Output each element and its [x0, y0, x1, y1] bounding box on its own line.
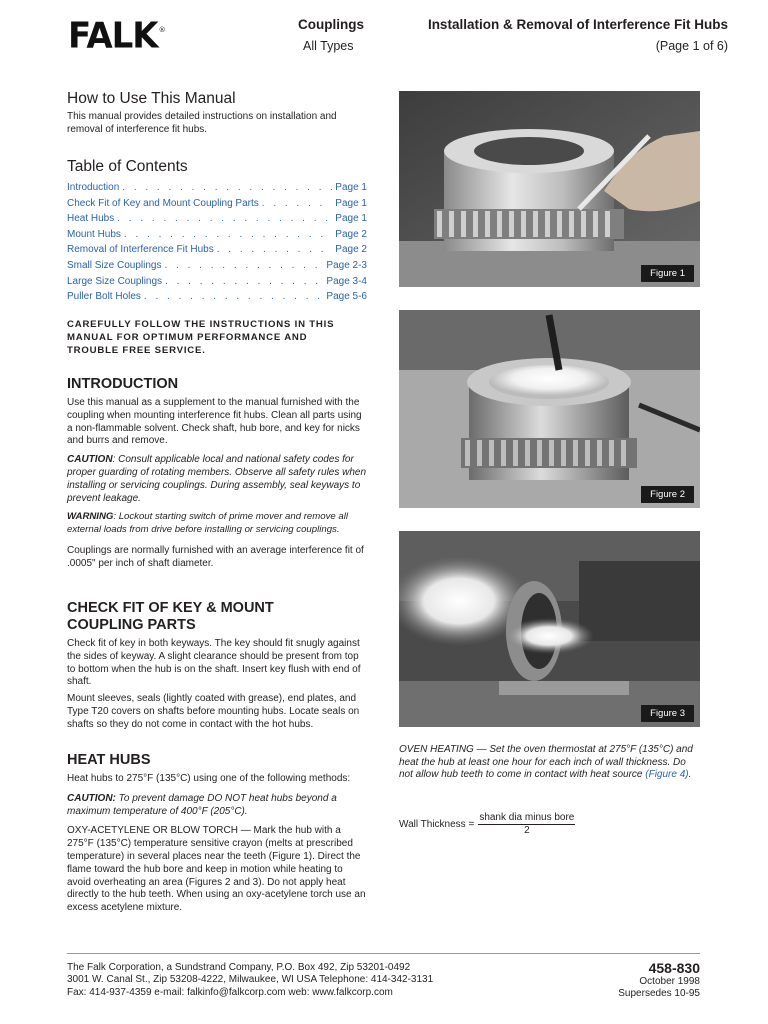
toc-item-large-size[interactable]: Large Size Couplings . . . Page 3-4 — [67, 274, 367, 290]
document-title: Installation & Removal of Interference Fit Hubs — [427, 17, 728, 32]
introduction-body: Use this manual as a supplement to the manual furnished with the coupling when mounting interference fit hubs. Clean all parts using a non-flammable solvent. Check shaft, hub bore, and key for nicks and burrs and remove. — [67, 397, 362, 447]
figure-2-label: Figure 2 — [641, 486, 694, 503]
toc-item-puller-bolt[interactable]: Puller Bolt Holes . . . Page 5-6 — [67, 289, 367, 305]
page-indicator: (Page 1 of 6) — [655, 39, 728, 53]
footer-line-3: Fax: 414-937-4359 e-mail: falkinfo@falkcorp.com web: www.falkcorp.com — [67, 986, 393, 998]
how-to-heading: How to Use This Manual — [67, 90, 236, 107]
figure-4-link[interactable]: (Figure 4) — [645, 769, 689, 781]
interference-fit-note: Couplings are normally furnished with an average interference fit of .0005" per inch of shaft diameter. — [67, 544, 364, 569]
footer-line-1: The Falk Corporation, a Sundstrand Company, P.O. Box 492, Zip 53201-0492 — [67, 962, 411, 973]
supersedes-note: Supersedes 10-95 — [618, 988, 700, 1000]
wall-thickness-formula — [399, 812, 575, 836]
introduction-section — [67, 376, 367, 571]
toc-item-check-fit[interactable]: Check Fit of Key and Mount Coupling Parts . . . Page 1 — [67, 196, 367, 212]
heat-hubs-heading: HEAT HUBS — [67, 752, 151, 768]
footer-address — [67, 962, 433, 999]
how-to-section — [67, 90, 367, 137]
footer-line-2: 3001 W. Canal St., Zip 53208-4222, Milwaukee, WI USA Telephone: 414-342-3131 — [67, 974, 434, 986]
toc-heading: Table of Contents — [67, 158, 188, 175]
toc-item-mount-hubs[interactable]: Mount Hubs . . . Page 2 — [67, 227, 367, 243]
toc-item-small-size[interactable]: Small Size Couplings . . . Page 2-3 — [67, 258, 367, 274]
document-date: October 1998 — [639, 976, 700, 987]
footer-divider — [67, 953, 700, 954]
formula-fraction — [478, 812, 575, 836]
introduction-heading: INTRODUCTION — [67, 376, 179, 392]
toc-item-heat-hubs[interactable]: Heat Hubs . . . Page 1 — [67, 211, 367, 227]
oven-heating-body: OVEN HEATING — Set the oven thermostat at 275°F (135°C) and heat the hub at least one hour for each inch of wall thickness. Do not allow hub teeth to come in contact with heat source (Figure 4). — [399, 744, 693, 781]
figure-1-photo — [399, 91, 700, 287]
torch-method-body: OXY-ACETYLENE OR BLOW TORCH — Mark the hub with a 275°F (135°C) temperature sensitive crayon (melts at prescribed temperature) in several places near the teeth (Figure 1). Direct the flame toward the hub bore and keep in motion while heating to avoid overheating an area (Figures 2 and 3). Do not apply heat directly to the hub teeth. When using an oxy-acetylene torch use an excess acetylene mixture. — [67, 825, 366, 914]
figure-3-label: Figure 3 — [641, 705, 694, 722]
figure-1-label: Figure 1 — [641, 265, 694, 282]
figure-2-photo — [399, 310, 700, 508]
heat-hubs-intro: Heat hubs to 275°F (135°C) using one of the following methods: — [67, 773, 351, 784]
toc-item-removal[interactable]: Removal of Interference Fit Hubs . . . Page 2 — [67, 242, 367, 258]
figure-2-illustration — [399, 310, 700, 508]
heat-hubs-caution: CAUTION: To prevent damage DO NOT heat hubs beyond a maximum temperature of 400°F (205°C). — [67, 792, 337, 817]
formula-denominator: 2 — [524, 825, 530, 836]
check-fit-section — [67, 600, 367, 732]
check-fit-body: Check fit of key in both keyways. The key should fit snugly against the sides of keyway. A slight clearance should be present from top to bottom when the hub is on the shaft. Insert key flush with end of shaft. — [67, 638, 361, 688]
toc-section — [67, 158, 367, 305]
performance-notice: CAREFULLY FOLLOW THE INSTRUCTIONS IN THIS MANUAL FOR OPTIMUM PERFORMANCE AND TROUBLE FREE SERVICE. — [67, 319, 335, 356]
introduction-warning: WARNING: Lockout starting switch of prime mover and remove all external loads from drive before installing or servicing couplings. — [67, 511, 348, 536]
document-number: 458-830 — [648, 960, 700, 976]
heat-hubs-section — [67, 752, 367, 915]
formula-numerator: shank dia minus bore — [479, 812, 575, 823]
footer-doc-info — [618, 960, 700, 1001]
mount-parts-body: Mount sleeves, seals (lightly coated with grease), end plates, and Type T20 covers on shafts before mounting hubs. Locate seals on shafts so they do not come in contact with the hot hubs. — [67, 693, 360, 730]
figure-3-illustration — [399, 531, 700, 727]
falk-logo: FALK® — [68, 15, 165, 57]
formula-label: Wall Thickness = — [399, 818, 475, 830]
toc-list — [67, 180, 367, 305]
header-subcategory: All Types — [303, 39, 354, 53]
toc-item-introduction[interactable]: Introduction . . . Page 1 — [67, 180, 367, 196]
figure-3-photo — [399, 531, 700, 727]
how-to-body: This manual provides detailed instructions on installation and removal of interference fit hubs. — [67, 111, 337, 135]
check-fit-heading: CHECK FIT OF KEY & MOUNT COUPLING PARTS — [67, 600, 274, 633]
header-category: Couplings — [298, 17, 364, 32]
introduction-caution: CAUTION: Consult applicable local and national safety codes for proper guarding of rotating members. Observe all safety rules when installing or servicing couplings. During assembly, seal keyways to prevent leakage. — [67, 454, 367, 504]
figure-1-illustration — [399, 91, 700, 287]
